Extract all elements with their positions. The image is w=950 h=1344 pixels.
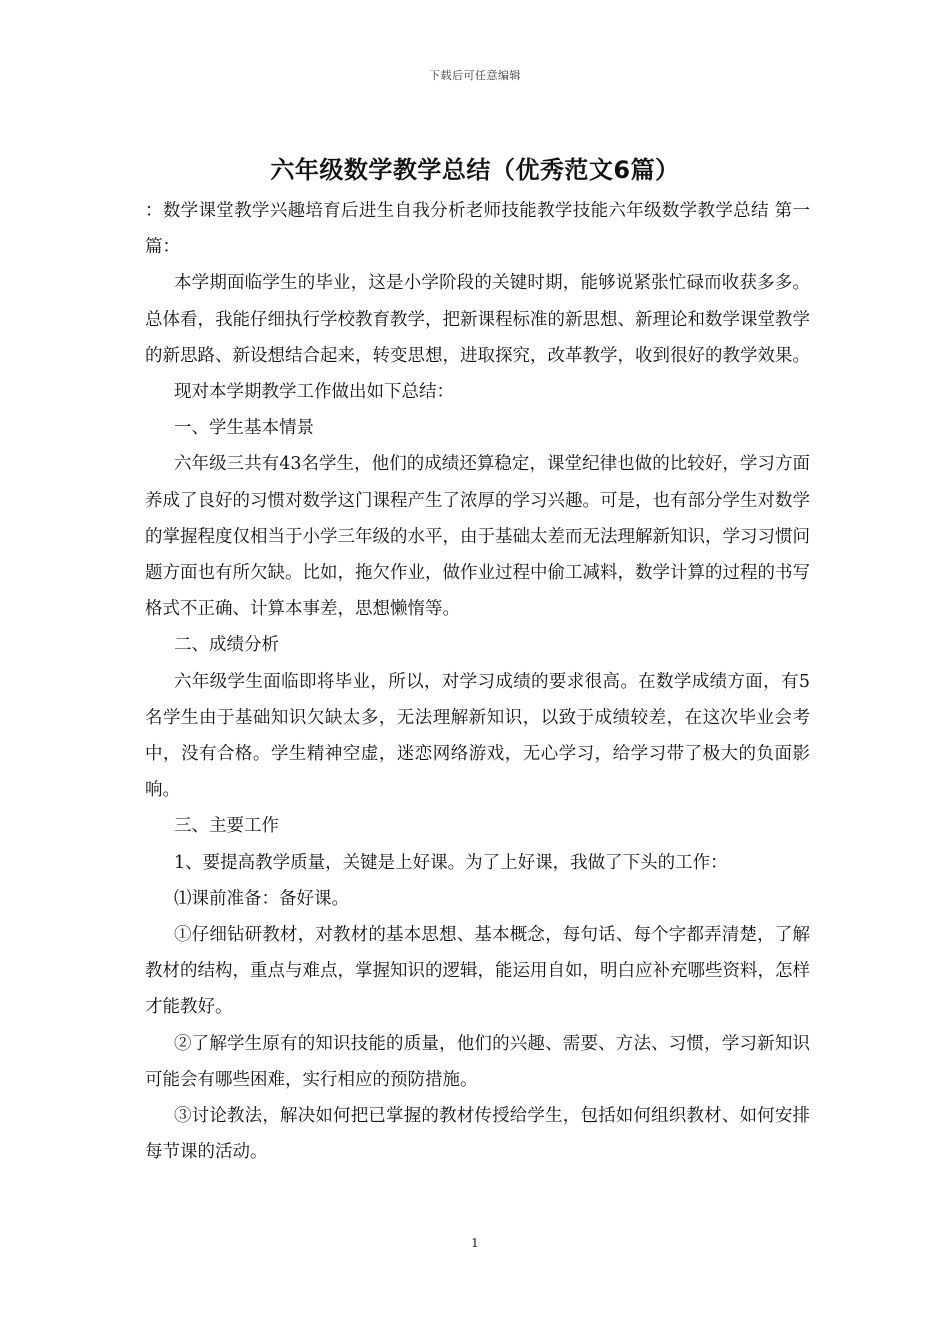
paragraph-item-2: ②了解学生原有的知识技能的质量，他们的兴趣、需要、方法、习惯，学习新知识可能会有哪些困难，实行相应的预防措施。 [145, 1033, 810, 1090]
paragraph-item-1: ①仔细钻研教材，对教材的基本思想、基本概念，每句话、每个字都弄清楚，了解教材的结构，重点与难点，掌握知识的逻辑，能运用自如，明白应补充哪些资料，怎样才能教好。 [145, 925, 810, 1018]
section-heading-work: 三、主要工作 [174, 816, 279, 837]
page-number: 1 [471, 1236, 479, 1250]
document-body [145, 193, 810, 1170]
header-note: 下载后可任意编辑 [429, 69, 521, 82]
section-heading-grades: 二、成绩分析 [174, 635, 279, 656]
document-title: 六年级数学教学总结（优秀范文6篇） [270, 156, 680, 184]
paragraph-item-3: ③讨论教法，解决如何把已掌握的教材传授给学生，包括如何组织教材、如何安排每节课的活动。 [145, 1106, 810, 1163]
paragraph-work-1: 1、要提高教学质量，关键是上好课。为了上好课，我做了下头的工作： [174, 852, 728, 873]
paragraph-grades: 六年级学生面临即将毕业，所以，对学习成绩的要求很高。在数学成绩方面，有5名学生由于基础知识欠缺太多，无法理解新知识，以致于成绩较差，在这次毕业会考中，没有合格。学生精神空虚，迷恋网络游戏，无心学习，给学习带了极大的负面影响。 [145, 671, 810, 801]
section-heading-students: 一、学生基本情景 [174, 418, 314, 439]
paragraph-intro: 本学期面临学生的毕业，这是小学阶段的关键时期，能够说紧张忙碌而收获多多。总体看，我能仔细执行学校教育教学，把新课程标准的新思想、新理论和数学课堂教学的新思路、新设想结合起来，转变思想，进取探究，改革教学，收到很好的教学效果。 [145, 273, 810, 366]
paragraph-prep: ⑴课前准备：备好课。 [174, 888, 349, 909]
paragraph-summary-lead: 现对本学期教学工作做出如下总结： [174, 382, 454, 403]
keywords-line: ：数学课堂教学兴趣培育后进生自我分析老师技能教学技能六年级数学教学总结 第一篇： [145, 201, 810, 258]
paragraph-students: 六年级三共有43名学生，他们的成绩还算稳定，课堂纪律也做的比较好，学习方面养成了良好的习惯对数学这门课程产生了浓厚的学习兴趣。可是，也有部分学生对数学的掌握程度仅相当于小学三年级的水平，由于基础太差而无法理解新知识，学习习惯问题方面也有所欠缺。比如，拖欠作业，做作业过程中偷工减料，数学计算的过程的书写格式不正确、计算本事差，思想懒惰等。 [145, 454, 810, 620]
